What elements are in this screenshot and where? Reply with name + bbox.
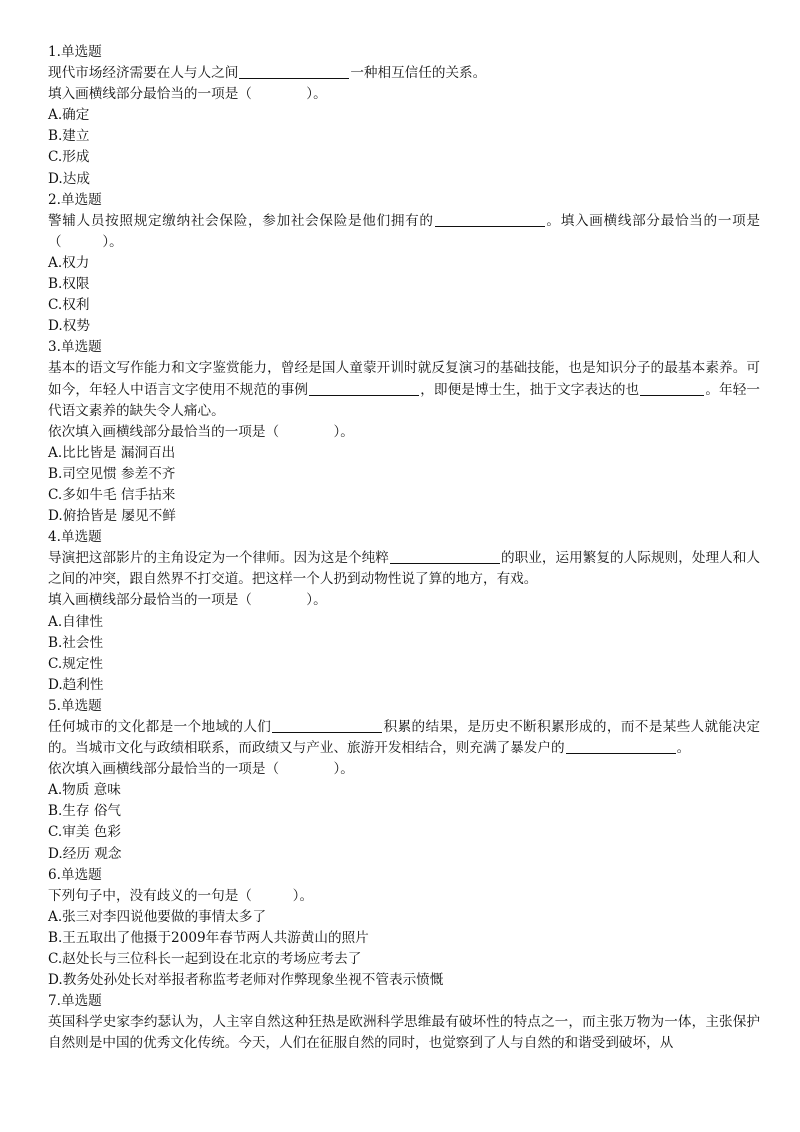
question-stem xyxy=(48,211,760,253)
answer-option: C.审美 色彩 xyxy=(48,824,121,841)
question-block xyxy=(48,42,760,190)
stem-text: 英国科学史家李约瑟认为，人主宰自然这种狂热是欧洲科学思维最有破坏性的特点之一，而主张万物为一体，主张保护自然则是中国的优秀文化传统。今天，人们在征服自然的同时，也觉察到了人与自然的和谐受到破坏，从 xyxy=(48,1014,760,1052)
fill-in-blank xyxy=(566,739,676,754)
fill-in-blank xyxy=(239,64,349,79)
question-stem xyxy=(48,63,760,84)
stem-text: 警辅人员按照规定缴纳社会保险，参加社会保险是他们拥有的 xyxy=(48,212,434,229)
question-heading: 5.单选题 xyxy=(48,697,102,714)
answer-option: B.社会性 xyxy=(48,634,104,651)
answer-option: D.教务处孙处长对举报者称监考老师对作弊现象坐视不管表示愤慨 xyxy=(48,972,444,989)
answer-option: A.物质 意味 xyxy=(48,782,121,799)
answer-option: C.权利 xyxy=(48,297,90,314)
stem-text: 。年轻一代语文素养的缺失令人痛心。 xyxy=(48,381,761,419)
stem-text: 下列句子中，没有歧义的一句是（ ）。 xyxy=(48,887,314,904)
stem-text: ，即便是博士生，拙于文字表达的也 xyxy=(420,381,640,398)
answer-option: D.权势 xyxy=(48,318,90,335)
question-heading: 7.单选题 xyxy=(48,993,102,1010)
answer-option: A.张三对李四说他要做的事情太多了 xyxy=(48,908,267,925)
fill-in-blank xyxy=(435,212,545,227)
question-prompt: 依次填入画横线部分最恰当的一项是（ ）。 xyxy=(48,761,354,778)
answer-option: A.自律性 xyxy=(48,613,103,630)
answer-option: B.司空见惯 参差不齐 xyxy=(48,465,176,482)
fill-in-blank xyxy=(390,549,500,564)
question-prompt: 填入画横线部分最恰当的一项是（ ）。 xyxy=(48,86,327,103)
question-prompt: 依次填入画横线部分最恰当的一项是（ ）。 xyxy=(48,423,354,440)
stem-text: 基本的语文写作能力和文字鉴赏能力，曾经是国人童蒙开训时就反复演习的基础技能，也是知识分子的最基本素养。可如今，年轻人中语言文字使用不规范的事例 xyxy=(48,360,760,398)
fill-in-blank xyxy=(640,381,704,396)
answer-option: B.建立 xyxy=(48,128,90,145)
answer-option: D.经历 观念 xyxy=(48,845,122,862)
question-heading: 2.单选题 xyxy=(48,191,102,208)
fill-in-blank xyxy=(272,718,382,733)
answer-option: D.达成 xyxy=(48,170,90,187)
question-heading: 6.单选题 xyxy=(48,866,102,883)
stem-text: 现代市场经济需要在人与人之间 xyxy=(48,65,239,82)
question-heading: 1.单选题 xyxy=(48,44,102,60)
question-stem xyxy=(48,1012,760,1054)
question-heading: 4.单选题 xyxy=(48,529,102,546)
answer-option: C.多如牛毛 信手拈来 xyxy=(48,486,176,503)
question-heading: 3.单选题 xyxy=(48,339,102,356)
question-stem xyxy=(48,717,760,759)
answer-option: D.俯拾皆是 屡见不鲜 xyxy=(48,508,176,525)
stem-text: 的职业，运用繁复的人际规则，处理人和人之间的冲突，跟自然界不打交道。把这样一个人扔到动物性说了算的地方，有戏。 xyxy=(48,550,761,588)
answer-option: D.趋利性 xyxy=(48,676,104,693)
question-block xyxy=(48,696,760,865)
question-prompt: 填入画横线部分最恰当的一项是（ ）。 xyxy=(48,592,327,609)
answer-option: C.规定性 xyxy=(48,655,104,672)
question-stem xyxy=(48,886,760,907)
answer-option: B.生存 俗气 xyxy=(48,803,122,820)
answer-option: A.确定 xyxy=(48,107,90,124)
question-block xyxy=(48,991,760,1054)
answer-option: B.王五取出了他摄于2009年春节两人共游黄山的照片 xyxy=(48,929,369,946)
answer-option: C.形成 xyxy=(48,149,90,166)
stem-text: 导演把这部影片的主角设定为一个律师。因为这是个纯粹 xyxy=(48,550,389,567)
stem-text: 积累的结果，是历史不断积累形成的，而不是某些人就能决定的。当城市文化与政绩相联系，而政绩又与产业、旅游开发相结合，则充满了暴发户的 xyxy=(48,719,761,757)
answer-option: A.比比皆是 漏洞百出 xyxy=(48,444,176,461)
question-block xyxy=(48,865,760,992)
question-stem xyxy=(48,548,760,590)
stem-text: 。 xyxy=(676,740,691,757)
question-block xyxy=(48,527,760,696)
question-block xyxy=(48,190,760,338)
answer-option: C.赵处长与三位科长一起到设在北京的考场应考去了 xyxy=(48,951,362,968)
stem-text: 任何城市的文化都是一个地域的人们 xyxy=(48,719,272,735)
stem-text: 一种相互信任的关系。 xyxy=(350,65,487,82)
answer-option: B.权限 xyxy=(48,276,90,293)
fill-in-blank xyxy=(309,381,419,396)
answer-option: A.权力 xyxy=(48,254,90,271)
question-block xyxy=(48,337,760,527)
stem-text: 。填入画横线部分最恰当的一项是（ ）。 xyxy=(48,212,761,250)
question-stem xyxy=(48,358,760,421)
document-body xyxy=(48,42,760,1055)
